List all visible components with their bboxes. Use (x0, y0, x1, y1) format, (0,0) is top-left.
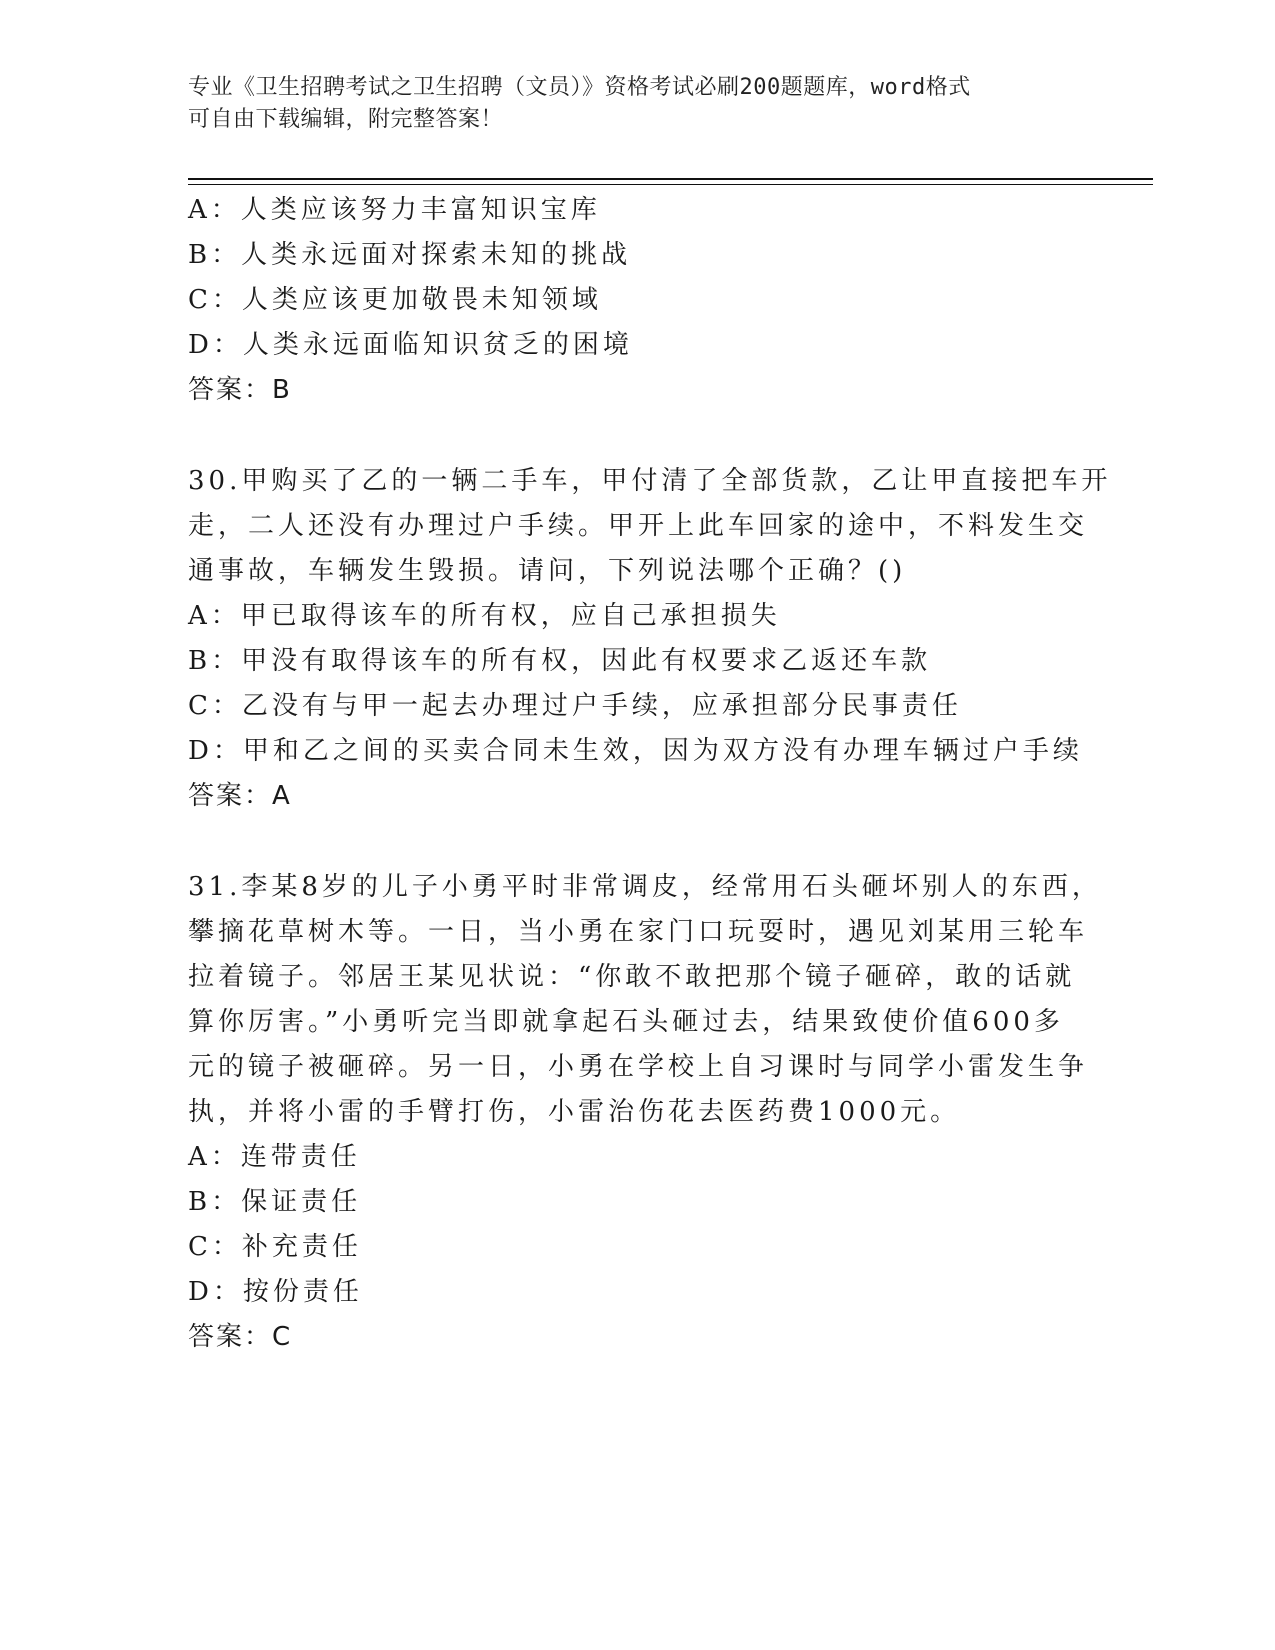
option-a: A：人类应该努力丰富知识宝库 (188, 195, 601, 225)
question-content (188, 188, 1112, 1360)
option-a: A：甲已取得该车的所有权，应自己承担损失 (188, 601, 781, 631)
answer-line: 答案：B (188, 375, 292, 405)
spacer (188, 413, 1088, 459)
option-b: B：甲没有取得该车的所有权，因此有权要求乙返还车款 (188, 646, 932, 676)
question-stem-line: 通事故，车辆发生毁损。请问，下列说法哪个正确？() (188, 556, 907, 586)
option-b: B：人类永远面对探索未知的挑战 (188, 240, 632, 270)
question-31 (188, 865, 1102, 1360)
question-stem-line: 31.李某8岁的儿子小勇平时非常调皮，经常用石头砸坏别人的东西， (188, 872, 1102, 902)
option-d: D：人类永远面临知识贫乏的困境 (188, 330, 633, 360)
document-header (188, 72, 1078, 136)
answer-line: 答案：A (188, 781, 292, 811)
option-a: A：连带责任 (188, 1142, 361, 1172)
question-stem-line: 30.甲购买了乙的一辆二手车，甲付清了全部货款，乙让甲直接把车开 (188, 466, 1112, 496)
question-stem-line: 元的镜子被砸碎。另一日，小勇在学校上自习课时与同学小雷发生争 (188, 1052, 1089, 1082)
question-stem-line: 攀摘花草树木等。一日，当小勇在家门口玩耍时，遇见刘某用三轮车 (188, 917, 1089, 947)
spacer (188, 819, 1088, 865)
question-stem-line: 拉着镜子。邻居王某见状说：“你敢不敢把那个镜子砸碎，敢的话就 (188, 962, 1076, 992)
header-line-2: 可自由下载编辑，附完整答案！ (188, 107, 504, 132)
header-divider-thin (188, 184, 1153, 185)
question-stem-line: 算你厉害。”小勇听完当即就拿起石头砸过去，结果致使价值600多 (188, 1007, 1064, 1037)
option-b: B：保证责任 (188, 1187, 362, 1217)
question-30 (188, 459, 1112, 819)
question-29 (188, 188, 1088, 413)
question-stem-line: 走，二人还没有办理过户手续。甲开上此车回家的途中，不料发生交 (188, 511, 1089, 541)
header-divider-thick (188, 178, 1153, 180)
question-stem-line: 执，并将小雷的手臂打伤，小雷治伤花去医药费1000元。 (188, 1097, 961, 1127)
option-d: D：按份责任 (188, 1277, 363, 1307)
option-d: D：甲和乙之间的买卖合同未生效，因为双方没有办理车辆过户手续 (188, 736, 1083, 766)
answer-line: 答案：C (188, 1322, 293, 1352)
option-c: C：补充责任 (188, 1232, 362, 1262)
option-c: C：乙没有与甲一起去办理过户手续，应承担部分民事责任 (188, 691, 962, 721)
header-line-1: 专业《卫生招聘考试之卫生招聘（文员）》资格考试必刷200题题库，word格式 (188, 75, 971, 100)
option-c: C：人类应该更加敬畏未知领域 (188, 285, 602, 315)
